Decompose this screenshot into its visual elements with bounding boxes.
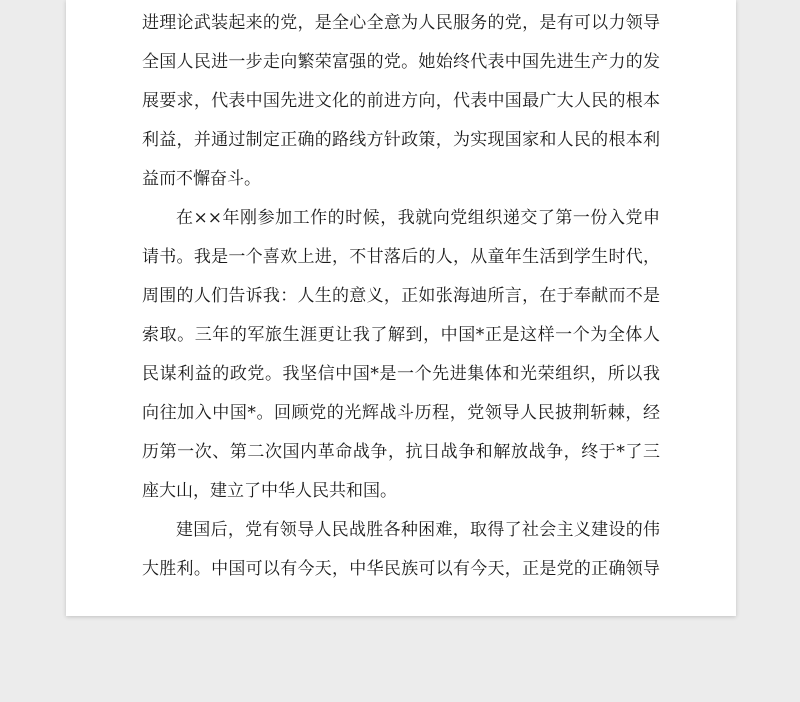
text-line: 全国人民进一步走向繁荣富强的党。她始终代表中国先进生产力的发 [142, 52, 660, 72]
text-line: 建国后，党有领导人民战胜各种困难，取得了社会主义建设的伟 [176, 520, 660, 540]
text-line: 座大山，建立了中华人民共和国。 [142, 481, 397, 501]
text-line: 展要求，代表中国先进文化的前进方向，代表中国最广大人民的根本 [142, 91, 660, 111]
document-page [66, 0, 736, 616]
text-line: 向往加入中国*。回顾党的光辉战斗历程，党领导人民披荆斩棘，经 [142, 403, 660, 423]
text-line: 大胜利。中国可以有今天，中华民族可以有今天，正是党的正确领导 [142, 559, 660, 579]
text-line: 民谋利益的政党。我坚信中国*是一个先进集体和光荣组织，所以我 [142, 364, 660, 384]
text-line: 益而不懈奋斗。 [142, 169, 261, 189]
text-line: 在××年刚参加工作的时候，我就向党组织递交了第一份入党申 [176, 208, 660, 228]
text-line: 请书。我是一个喜欢上进，不甘落后的人，从童年生活到学生时代， [142, 247, 660, 267]
document-body [142, 4, 660, 589]
text-line: 历第一次、第二次国内革命战争，抗日战争和解放战争，终于*了三 [142, 442, 660, 462]
text-line: 进理论武装起来的党，是全心全意为人民服务的党，是有可以力领导 [142, 13, 660, 33]
text-line: 索取。三年的军旅生涯更让我了解到，中国*正是这样一个为全体人 [142, 325, 660, 345]
text-line: 周围的人们告诉我：人生的意义，正如张海迪所言，在于奉献而不是 [142, 286, 660, 306]
text-line: 利益，并通过制定正确的路线方针政策，为实现国家和人民的根本利 [142, 130, 660, 150]
